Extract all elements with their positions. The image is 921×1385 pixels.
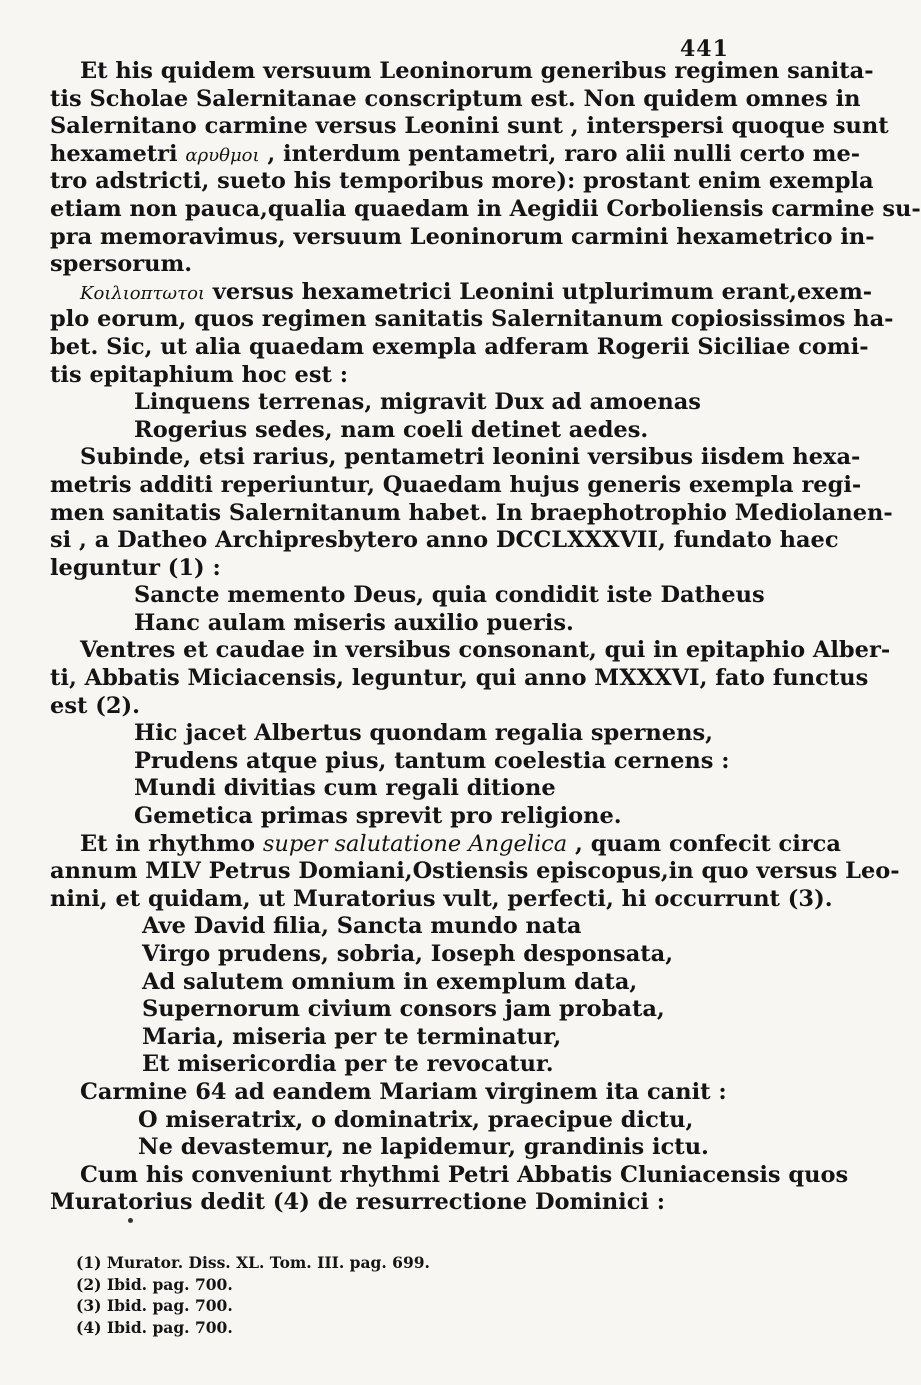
text-line: bet. Sic, ut alia quaedam exempla adferam Rogerii Siciliae comi- [50, 333, 869, 360]
text-line: est (2). [50, 692, 140, 719]
verse-line: Supernorum civium consors jam probata, [142, 996, 665, 1023]
text-segment: , interdum pentametri, raro alii nulli certo me- [259, 140, 861, 167]
text-line: men sanitatis Salernitanum habet. In braephotrophio Mediolanen- [50, 499, 893, 526]
text-segment: , quam confecit circa [567, 830, 841, 857]
footnote: (4) Ibid. pag. 700. [76, 1317, 233, 1337]
text-line: ti, Abbatis Miciacensis, leguntur, qui anno MXXXVI, fato functus [50, 665, 869, 692]
text-line: Subinde, etsi rarius, pentametri leonini versibus iisdem hexa- [80, 444, 861, 471]
verse-line: Ne devastemur, ne lapidemur, grandinis ictu. [138, 1134, 709, 1161]
text-segment: hexametri [50, 140, 186, 167]
greek-word: Κοιλιοπτωτοι [80, 282, 205, 304]
text-line: pra memoravimus, versuum Leoninorum carmini hexametrico in- [50, 223, 875, 250]
verse-line: Gemetica primas sprevit pro religione. [134, 803, 622, 830]
text-line: Ventres et caudae in versibus consonant, qui in epitaphio Alber- [80, 637, 891, 664]
verse-line: Virgo prudens, sobria, Ioseph desponsata, [142, 941, 674, 967]
text-line: nini, et quidam, ut Muratorius vult, perfecti, hi occurrunt (3). [50, 885, 833, 912]
text-line: Salernitano carmine versus Leonini sunt , interspersi quoque sunt [50, 113, 889, 140]
verse-line: Rogerius sedes, nam coeli detinet aedes. [134, 416, 649, 443]
greek-word: αρυθμοι [185, 144, 260, 166]
text-line: plo eorum, quos regimen sanitatis Salernitanum copiosissimos ha- [50, 306, 894, 333]
verse-line: Prudens atque pius, tantum coelestia cernens : [134, 747, 730, 774]
text-line: leguntur (1) : [50, 554, 221, 581]
footnote: (2) Ibid. pag. 700. [76, 1274, 233, 1294]
text-line: spersorum. [50, 251, 193, 278]
verse-line: Hic jacet Albertus quondam regalia spernens, [134, 720, 713, 747]
text-segment: Et in rhythmo [80, 830, 263, 857]
verse-line: Hanc aulam miseris auxilio pueris. [134, 609, 574, 636]
text-segment: versus hexametrici Leonini utplurimum erant,exem- [204, 278, 873, 305]
footnotes [76, 1252, 576, 1338]
main-text [50, 58, 921, 1217]
text-line: si , a Datheo Archipresbytero anno DCCLXXXVII, fundato haec [50, 527, 839, 554]
verse-line: Ad salutem omnium in exemplum data, [142, 968, 638, 995]
text-line: annum MLV Petrus Domiani,Ostiensis episcopus,in quo versus Leo- [50, 858, 900, 885]
text-line: tis Scholae Salernitanae conscriptum est. Non quidem omnes in [50, 85, 861, 112]
verse-line: Sancte memento Deus, quia condidit iste Datheus [134, 582, 765, 609]
text-line: etiam non pauca,qualia quaedam in Aegidii Corboliensis carmine su- [50, 195, 921, 222]
verse-line: Et misericordia per te revocatur. [142, 1051, 554, 1078]
text-line [50, 140, 861, 169]
text-line: Carmine 64 ad eandem Mariam virginem ita canit : [80, 1078, 727, 1105]
text-line: Cum his conveniunt rhythmi Petri Abbatis Cluniacensis quos [80, 1161, 849, 1188]
text-line: tro adstricti, sueto his temporibus more): prostant enim exempla [50, 168, 874, 195]
italic-title: super salutatione Angelica [262, 830, 568, 857]
verse-line: Linquens terrenas, migravit Dux ad amoenas [134, 389, 701, 416]
text-line [50, 830, 841, 859]
verse-line: Ave David filia, Sancta mundo nata [142, 913, 582, 940]
verse-line: Mundi divitias cum regali ditione [134, 775, 556, 802]
text-line: metris additi reperiuntur, Quaedam hujus generis exempla regi- [50, 471, 862, 498]
footnote: (1) Murator. Diss. XL. Tom. III. pag. 699. [76, 1253, 430, 1272]
verse-line: Maria, miseria per te terminatur, [142, 1023, 562, 1050]
text-line: Muratorius dedit (4) de resurrectione Dominici : [50, 1189, 666, 1216]
text-line: tis epitaphium hoc est : [50, 361, 349, 388]
verse-line: O miseratrix, o dominatrix, praecipue dictu, [138, 1106, 694, 1133]
page-number: 441 [680, 36, 729, 62]
text-line: Et his quidem versuum Leoninorum generibus regimen sanita- [80, 58, 874, 84]
footnote: (3) Ibid. pag. 700. [76, 1296, 233, 1315]
stray-mark [128, 1218, 133, 1223]
text-line [50, 278, 873, 307]
